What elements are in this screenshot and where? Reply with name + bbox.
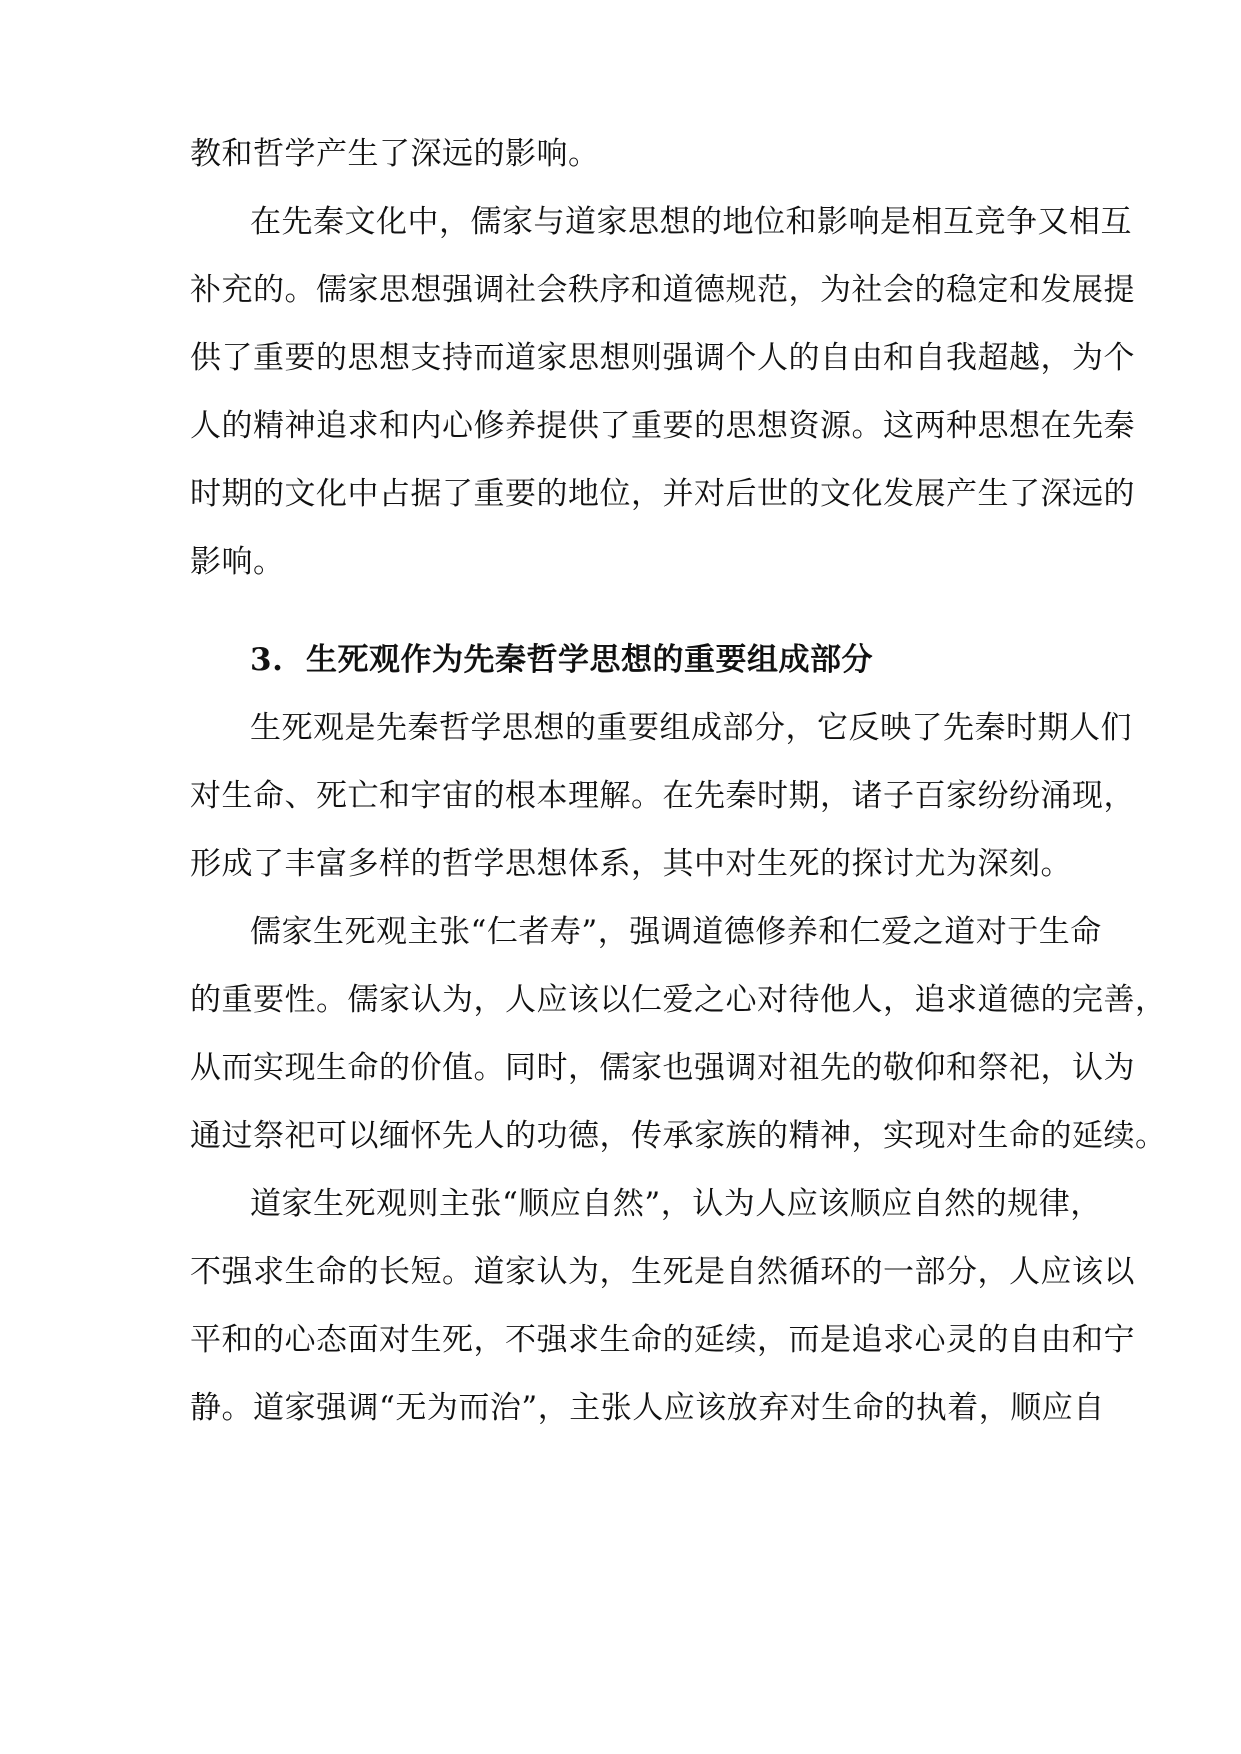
paragraph-line: 从而实现生命的价值。同时，儒家也强调对祖先的敬仰和祭祀，认为 xyxy=(190,1050,1135,1086)
paragraph-line: 补充的。儒家思想强调社会秩序和道德规范，为社会的稳定和发展提 xyxy=(190,272,1135,308)
paragraph-line: 人的精神追求和内心修养提供了重要的思想资源。这两种思想在先秦 xyxy=(190,408,1135,444)
paragraph-line: 不强求生命的长短。道家认为，生死是自然循环的一部分，人应该以 xyxy=(190,1254,1135,1290)
paragraph-line: 通过祭祀可以缅怀先人的功德，传承家族的精神，实现对生命的延续。 xyxy=(190,1118,1167,1154)
paragraph-line: 儒家生死观主张“仁者寿”，强调道德修养和仁爱之道对于生命 xyxy=(250,914,1102,950)
paragraph-line: 对生命、死亡和宇宙的根本理解。在先秦时期，诸子百家纷纷涌现， xyxy=(190,778,1135,814)
paragraph-line: 道家生死观则主张“顺应自然”，认为人应该顺应自然的规律， xyxy=(250,1186,1102,1222)
paragraph-line: 供了重要的思想支持而道家思想则强调个人的自由和自我超越，为个 xyxy=(190,340,1135,376)
paragraph-line: 平和的心态面对生死，不强求生命的延续，而是追求心灵的自由和宁 xyxy=(190,1322,1135,1358)
paragraph-line: 教和哲学产生了深远的影响。 xyxy=(190,136,600,172)
paragraph-line: 生死观是先秦哲学思想的重要组成部分，它反映了先秦时期人们 xyxy=(250,710,1132,746)
paragraph-line: 的重要性。儒家认为，人应该以仁爱之心对待他人，追求道德的完善， xyxy=(190,982,1167,1018)
paragraph-line: 影响。 xyxy=(190,544,285,580)
section-heading: 3. 生死观作为先秦哲学思想的重要组成部分 xyxy=(250,642,873,678)
paragraph-line: 在先秦文化中，儒家与道家思想的地位和影响是相互竞争又相互 xyxy=(250,204,1132,240)
paragraph-line: 时期的文化中占据了重要的地位，并对后世的文化发展产生了深远的 xyxy=(190,476,1135,512)
paragraph-line: 静。道家强调“无为而治”，主张人应该放弃对生命的执着，顺应自 xyxy=(190,1390,1105,1426)
paragraph-line: 形成了丰富多样的哲学思想体系，其中对生死的探讨尤为深刻。 xyxy=(190,846,1072,882)
